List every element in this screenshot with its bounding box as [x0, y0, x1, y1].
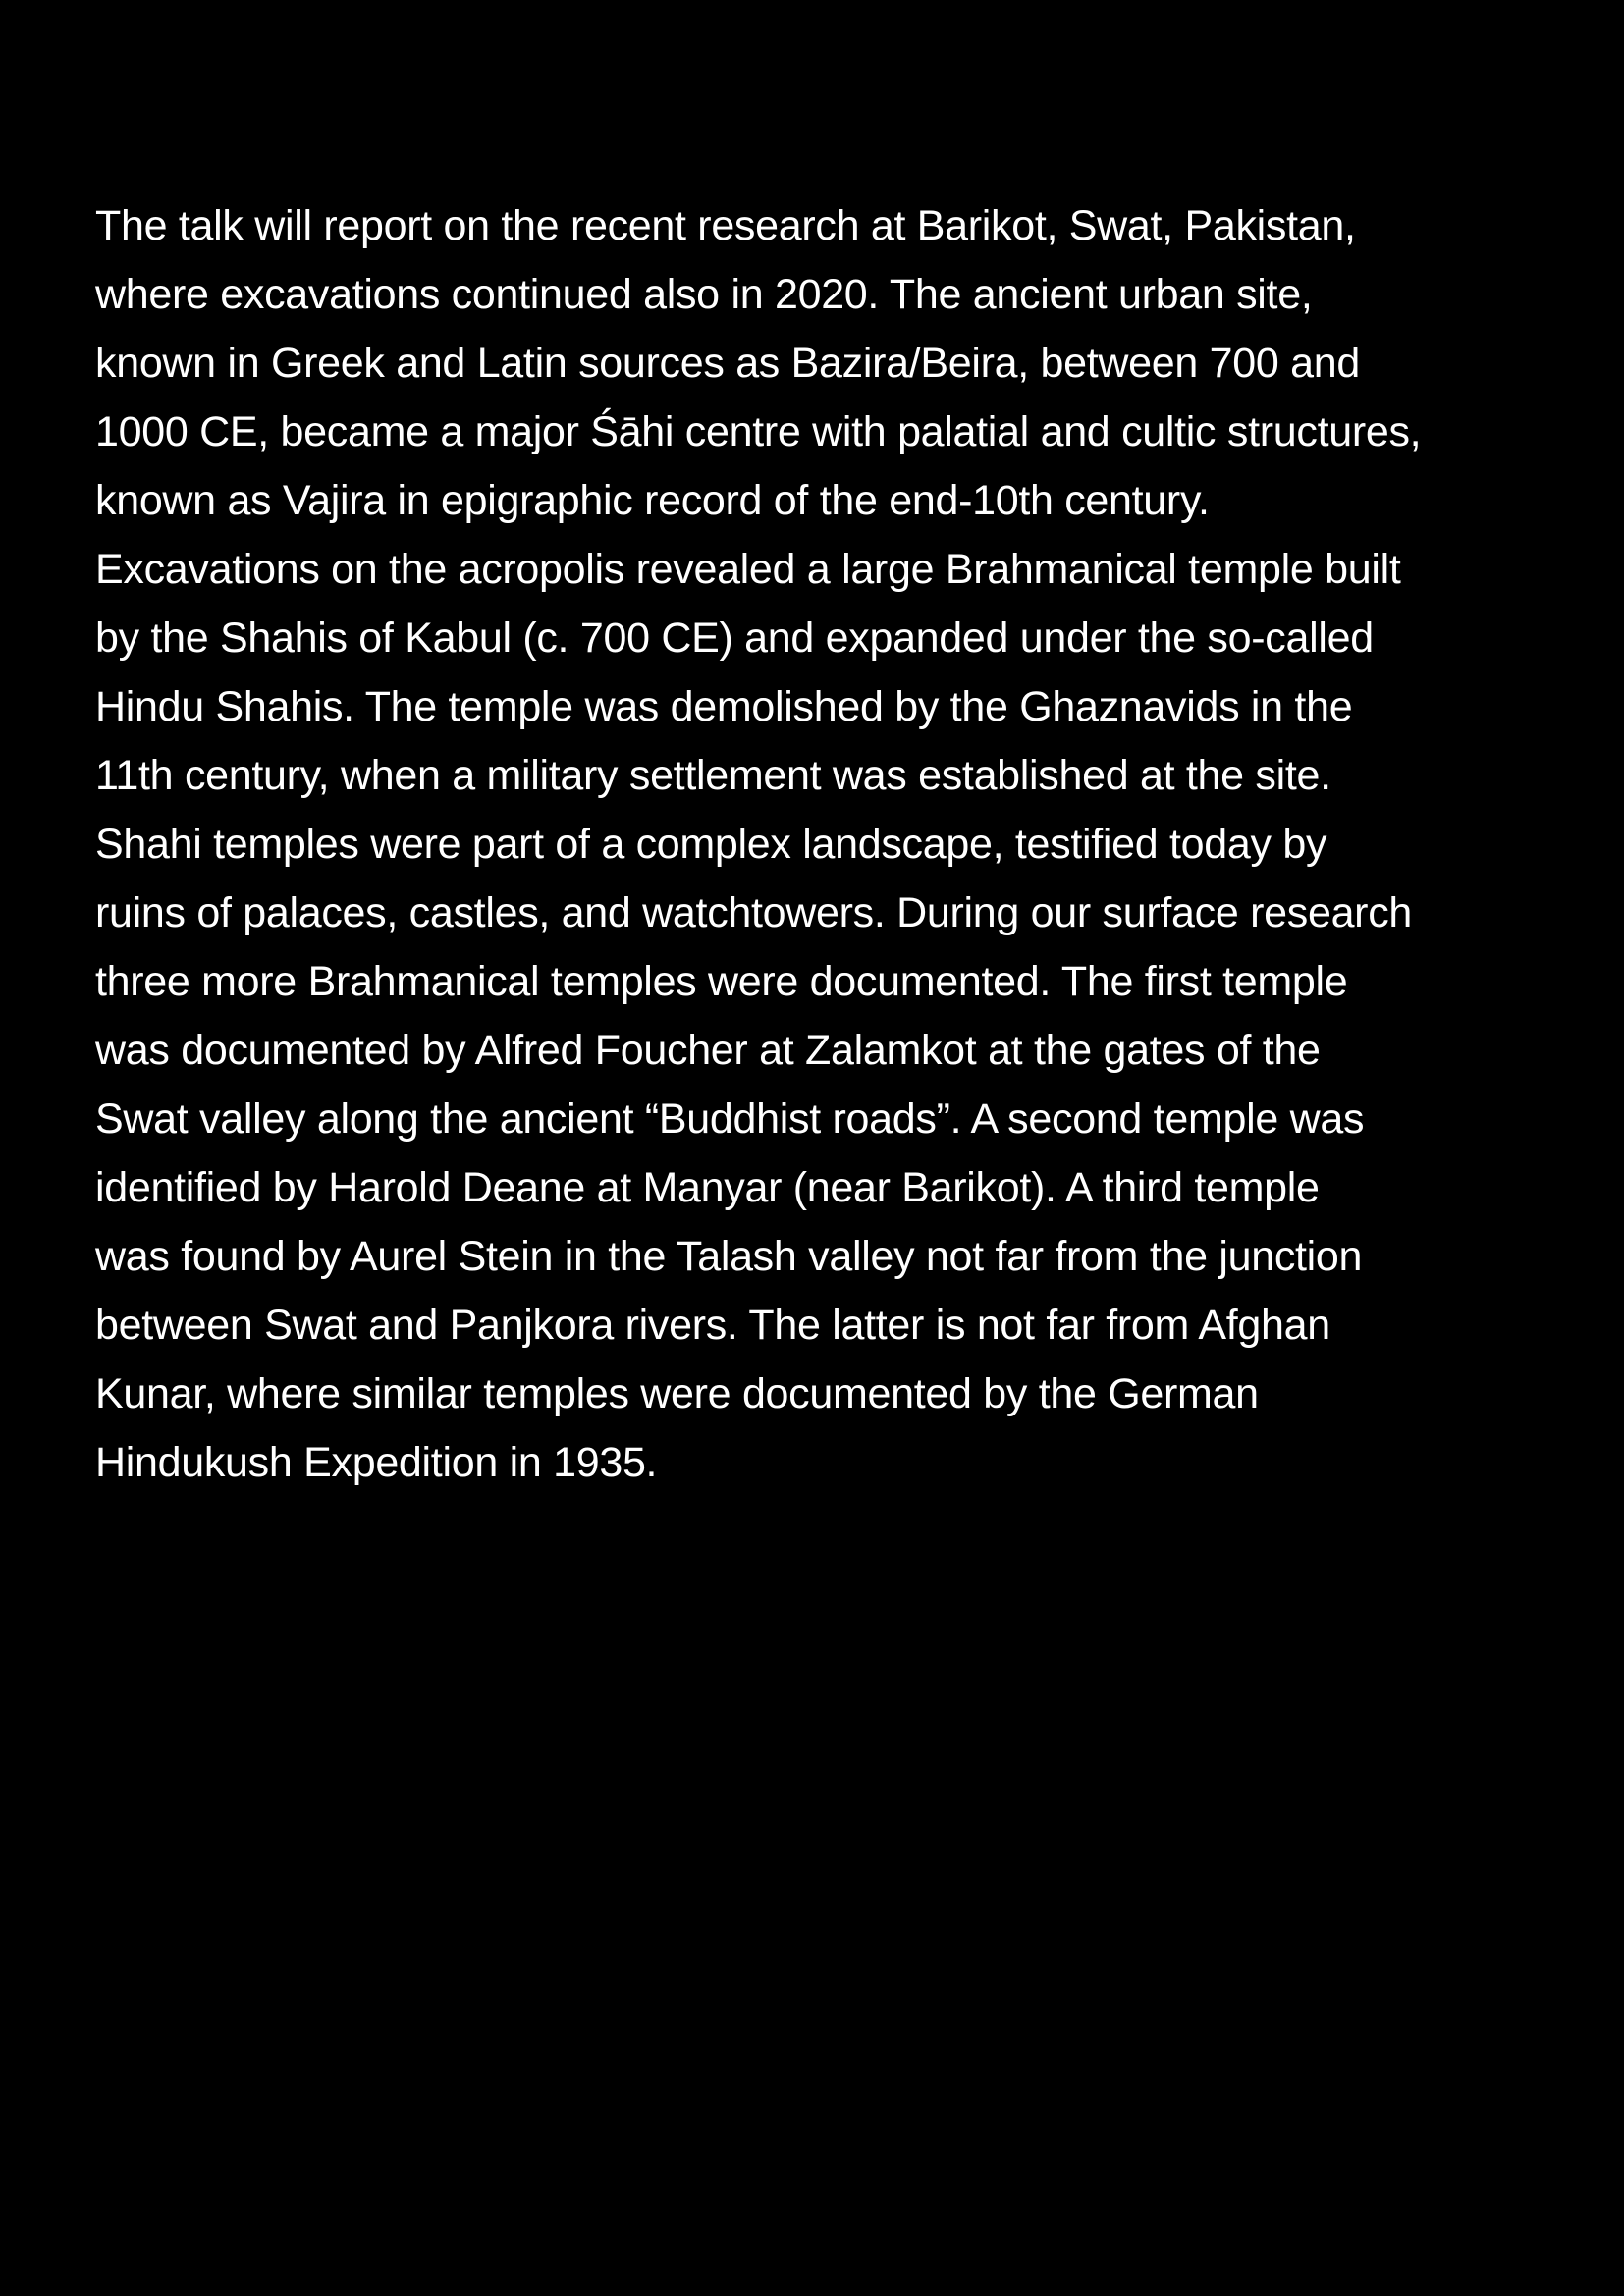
abstract-line: known as Vajira in epigraphic record of the end-10th century. [95, 477, 1210, 524]
abstract-line: was found by Aurel Stein in the Talash valley not far from the junction [95, 1233, 1363, 1280]
abstract-line: Kunar, where similar temples were documented by the German [95, 1370, 1259, 1417]
abstract-line: Swat valley along the ancient “Buddhist roads”. A second temple was [95, 1095, 1365, 1143]
abstract-line: The talk will report on the recent research at Barikot, Swat, Pakistan, [95, 202, 1356, 249]
abstract-line: Hindu Shahis. The temple was demolished by the Ghaznavids in the [95, 683, 1353, 730]
abstract-line: where excavations continued also in 2020. The ancient urban site, [95, 271, 1313, 318]
abstract-line: Shahi temples were part of a complex landscape, testified today by [95, 821, 1327, 868]
abstract-line: Excavations on the acropolis revealed a large Brahmanical temple built [95, 546, 1401, 593]
abstract-line: three more Brahmanical temples were documented. The first temple [95, 958, 1348, 1005]
abstract-text-block [95, 191, 1539, 1497]
abstract-line: by the Shahis of Kabul (c. 700 CE) and expanded under the so-called [95, 614, 1374, 662]
abstract-line: ruins of palaces, castles, and watchtowers. During our surface research [95, 889, 1413, 936]
abstract-line: 1000 CE, became a major Śāhi centre with palatial and cultic structures, [95, 408, 1422, 455]
abstract-line: 11th century, when a military settlement was established at the site. [95, 752, 1331, 799]
abstract-line: identified by Harold Deane at Manyar (near Barikot). A third temple [95, 1164, 1320, 1211]
abstract-line: Hindukush Expedition in 1935. [95, 1439, 658, 1486]
abstract-line: was documented by Alfred Foucher at Zalamkot at the gates of the [95, 1027, 1321, 1074]
abstract-line: known in Greek and Latin sources as Bazira/Beira, between 700 and [95, 340, 1361, 387]
abstract-line: between Swat and Panjkora rivers. The latter is not far from Afghan [95, 1302, 1330, 1349]
